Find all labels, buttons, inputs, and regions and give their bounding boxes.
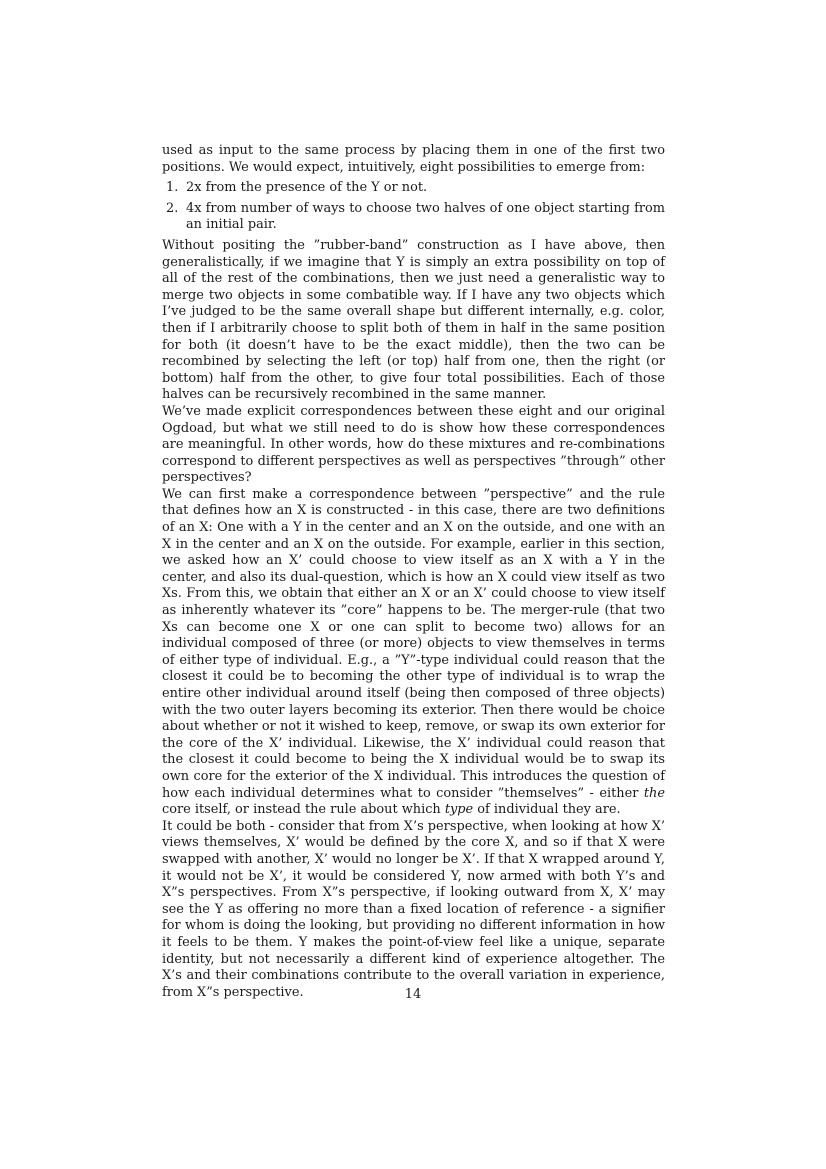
list-item-text: 4x from number of ways to choose two halves of one object starting from an initial pair. bbox=[186, 200, 665, 233]
list-item-number: 1. bbox=[166, 180, 179, 196]
perspective-text-part: core itself, or instead the rule about which bbox=[162, 802, 445, 818]
paragraph-correspondences: We’ve made explicit correspondences between these eight and our original Ogdoad, but what we still need to do is show how these correspondences are meaningful. In other words, how do these mixtures and re-combinations correspond to different perspectives as well as perspectives ”through” other perspectives? bbox=[162, 403, 665, 486]
perspective-text-part: of individual they are. bbox=[473, 802, 621, 818]
paragraph-perspective bbox=[162, 487, 665, 819]
page-number: 14 bbox=[404, 987, 422, 1002]
list-item-text: 2x from the presence of the Y or not. bbox=[186, 180, 428, 196]
list-item-number: 2. bbox=[166, 200, 179, 216]
paragraph-intro: used as input to the same process by placing them in one of the first two positions. We would expect, intuitively, eight possibilities to emerge from: bbox=[162, 143, 665, 175]
list-item bbox=[162, 180, 665, 197]
paragraph-rubber-band: Without positing the ”rubber-band” construction as I have above, then generalistically, if we imagine that Y is simply an extra possibility on top of all of the rest of the combinations, then we just need a generalistic way to merge two objects in some combatible way. If I have any two objects which I’ve judged to be the same overall shape but different internally, e.g. color, then if I arbitrarily choose to split both of them in half in the same position for both (it doesn’t have to be the exact middle), then the two can be recombined by selecting the left (or top) half from one, then the right (or bottom) half from the other, to give four total possibilities. Each of those halves can be recursively recombined in the same manner. bbox=[162, 237, 665, 403]
emphasis-the: the bbox=[643, 785, 665, 801]
numbered-list bbox=[162, 180, 665, 234]
emphasis-type: type bbox=[444, 802, 474, 818]
list-item bbox=[162, 201, 665, 234]
page-body bbox=[162, 143, 665, 1001]
paragraph-both: It could be both - consider that from X’s perspective, when looking at how X’ views themselves, X’ would be defined by the core X, and so if that X were swapped with another, X’ would no longer be X’. If that X wrapped around Y, it would not be X’, it would be considered Y, now armed with both Y’s and X”s perspectives. From X”s perspective, if looking outward from X, X’ may see the Y as offering no more than a fixed location of reference - a signifier for whom is doing the looking, but providing no different information in how it feels to be them. Y makes the point-of-view feel like a unique, separate identity, but not necessarily a different kind of experience altogether. The X’s and their combinations contribute to the overall variation in experience, from X”s perspective. bbox=[162, 818, 665, 1000]
perspective-text-part: We can first make a correspondence between ”perspective” and the rule that defines how an X is constructed - in this case, there are two definitions of an X: One with a Y in the center and an X on the outside, and one with an X in the center and an X on the outside. For example, earlier in this section, we asked how an X’ could choose to view itself as an X with a Y in the center, and also its dual-question, which is how an X could view itself as two Xs. From this, we obtain that either an X or an X’ could choose to view itself as inherently whatever its ”core” happens to be. The merger-rule (that two Xs can become one X or one can split to become two) allows for an individual composed of three (or more) objects to view themselves in terms of either type of individual. E.g., a ”Y”-type individual could reason that the closest it could be to becoming the other type of individual is to wrap the entire other individual around itself (being then composed of three objects) with the two outer layers becoming its exterior. Then there would be choice about whether or not it wished to keep, remove, or swap its own exterior for the core of the X’ individual. Likewise, the X’ individual could reason that the closest it could become to being the X individual would be to swap its own core for the exterior of the X individual. This introduces the question of how each individual determines what to consider ”themselves” - either bbox=[162, 486, 665, 801]
